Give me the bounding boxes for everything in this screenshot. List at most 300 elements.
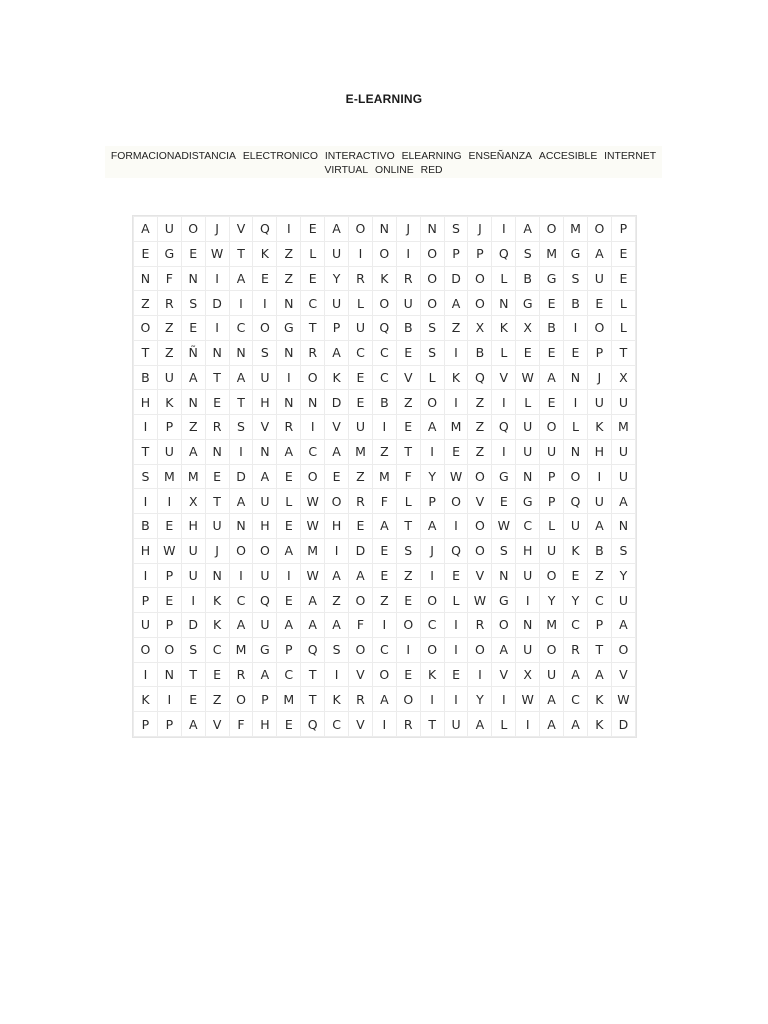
grid-cell: L (301, 241, 325, 266)
grid-cell: O (325, 489, 349, 514)
grid-cell: I (372, 415, 396, 440)
grid-cell: U (516, 563, 540, 588)
grid-cell: Y (468, 687, 492, 712)
grid-cell: O (420, 291, 444, 316)
grid-cell: C (325, 712, 349, 737)
grid-cell: X (516, 316, 540, 341)
grid-cell: K (325, 687, 349, 712)
grid-cell: N (277, 291, 301, 316)
grid-cell: E (277, 588, 301, 613)
grid-cell: I (229, 291, 253, 316)
grid-cell: I (444, 390, 468, 415)
grid-cell: M (157, 464, 181, 489)
grid-cell: E (611, 266, 635, 291)
grid-row (134, 390, 636, 415)
grid-cell: G (492, 588, 516, 613)
grid-cell: Z (396, 390, 420, 415)
grid-cell: I (492, 687, 516, 712)
grid-cell: O (611, 637, 635, 662)
grid-cell: O (564, 464, 588, 489)
grid-cell: Z (372, 439, 396, 464)
grid-cell: C (516, 514, 540, 539)
grid-cell: S (253, 340, 277, 365)
grid-cell: A (229, 266, 253, 291)
grid-cell: L (277, 489, 301, 514)
grid-cell: H (134, 390, 158, 415)
grid-cell: O (349, 588, 373, 613)
grid-cell: B (372, 390, 396, 415)
grid-cell: H (587, 439, 611, 464)
grid-cell: C (420, 613, 444, 638)
grid-cell: A (325, 563, 349, 588)
grid-cell: P (587, 613, 611, 638)
grid-cell: I (205, 316, 229, 341)
grid-cell: C (205, 637, 229, 662)
grid-cell: C (372, 637, 396, 662)
grid-cell: R (157, 291, 181, 316)
grid-cell: E (540, 291, 564, 316)
grid-cell: T (396, 439, 420, 464)
grid-cell: K (134, 687, 158, 712)
grid-cell: U (253, 365, 277, 390)
grid-cell: D (181, 613, 205, 638)
grid-cell: K (205, 613, 229, 638)
grid-cell: M (611, 415, 635, 440)
grid-cell: I (134, 662, 158, 687)
grid-cell: A (372, 687, 396, 712)
word-bank-item: RED (420, 165, 443, 176)
grid-cell: E (181, 316, 205, 341)
grid-cell: M (540, 241, 564, 266)
grid-cell: Z (277, 241, 301, 266)
grid-cell: U (516, 439, 540, 464)
grid-cell: I (157, 489, 181, 514)
grid-cell: E (396, 662, 420, 687)
grid-cell: L (611, 291, 635, 316)
grid-cell: T (134, 439, 158, 464)
grid-cell: T (396, 514, 420, 539)
grid-cell: U (564, 514, 588, 539)
grid-cell: P (540, 489, 564, 514)
grid-cell: N (253, 439, 277, 464)
grid-cell: R (396, 712, 420, 737)
grid-cell: E (349, 390, 373, 415)
grid-cell: A (253, 464, 277, 489)
grid-cell: I (564, 316, 588, 341)
grid-cell: Z (372, 588, 396, 613)
grid-cell: N (277, 390, 301, 415)
grid-cell: M (301, 538, 325, 563)
word-search-grid (133, 216, 636, 737)
grid-row (134, 588, 636, 613)
grid-cell: A (134, 217, 158, 242)
grid-cell: E (587, 291, 611, 316)
grid-cell: M (372, 464, 396, 489)
grid-cell: P (277, 637, 301, 662)
grid-cell: O (420, 637, 444, 662)
grid-cell: E (253, 266, 277, 291)
grid-cell: A (492, 637, 516, 662)
grid-cell: N (516, 613, 540, 638)
grid-cell: Z (444, 316, 468, 341)
grid-cell: E (277, 514, 301, 539)
grid-cell: J (468, 217, 492, 242)
grid-cell: L (492, 340, 516, 365)
grid-cell: A (564, 662, 588, 687)
grid-cell: K (420, 662, 444, 687)
grid-cell: P (253, 687, 277, 712)
grid-cell: S (564, 266, 588, 291)
grid-cell: C (301, 291, 325, 316)
grid-cell: O (587, 316, 611, 341)
grid-cell: N (301, 390, 325, 415)
grid-cell: I (444, 514, 468, 539)
grid-cell: X (181, 489, 205, 514)
grid-cell: P (468, 241, 492, 266)
grid-cell: Q (564, 489, 588, 514)
grid-cell: A (325, 217, 349, 242)
grid-cell: X (516, 662, 540, 687)
grid-cell: G (253, 637, 277, 662)
grid-cell: U (181, 538, 205, 563)
grid-cell: A (444, 291, 468, 316)
grid-cell: O (420, 241, 444, 266)
grid-cell: O (372, 241, 396, 266)
grid-cell: G (277, 316, 301, 341)
grid-cell: E (181, 241, 205, 266)
grid-cell: U (205, 514, 229, 539)
grid-cell: A (540, 712, 564, 737)
grid-cell: I (229, 439, 253, 464)
grid-cell: O (372, 291, 396, 316)
grid-cell: S (325, 637, 349, 662)
grid-cell: N (372, 217, 396, 242)
grid-row (134, 662, 636, 687)
grid-cell: I (444, 340, 468, 365)
grid-cell: X (468, 316, 492, 341)
grid-cell: D (444, 266, 468, 291)
grid-cell: N (229, 514, 253, 539)
grid-row (134, 613, 636, 638)
grid-cell: C (349, 340, 373, 365)
grid-cell: G (157, 241, 181, 266)
grid-cell: E (349, 365, 373, 390)
grid-cell: R (396, 266, 420, 291)
grid-cell: N (564, 439, 588, 464)
grid-cell: V (611, 662, 635, 687)
grid-cell: O (396, 613, 420, 638)
word-bank-item: INTERNET (604, 151, 657, 162)
grid-cell: M (277, 687, 301, 712)
grid-cell: I (516, 588, 540, 613)
grid-cell: U (253, 613, 277, 638)
grid-cell: A (229, 613, 253, 638)
grid-cell: O (229, 687, 253, 712)
grid-cell: F (229, 712, 253, 737)
grid-cell: T (611, 340, 635, 365)
grid-row (134, 241, 636, 266)
grid-cell: M (349, 439, 373, 464)
grid-cell: E (349, 514, 373, 539)
grid-cell: D (325, 390, 349, 415)
grid-cell: C (372, 340, 396, 365)
grid-cell: I (564, 390, 588, 415)
grid-cell: C (229, 316, 253, 341)
grid-cell: U (157, 365, 181, 390)
grid-cell: U (444, 712, 468, 737)
grid-cell: K (372, 266, 396, 291)
grid-cell: V (468, 489, 492, 514)
grid-cell: H (253, 390, 277, 415)
grid-cell: A (540, 365, 564, 390)
grid-cell: D (229, 464, 253, 489)
grid-row (134, 217, 636, 242)
grid-cell: U (611, 390, 635, 415)
grid-cell: R (277, 415, 301, 440)
grid-cell: E (540, 390, 564, 415)
grid-cell: O (420, 588, 444, 613)
grid-cell: U (396, 291, 420, 316)
grid-cell: G (492, 464, 516, 489)
grid-cell: P (157, 613, 181, 638)
grid-cell: H (253, 514, 277, 539)
grid-cell: V (349, 712, 373, 737)
grid-cell: A (277, 439, 301, 464)
grid-cell: N (420, 217, 444, 242)
grid-cell: U (325, 291, 349, 316)
grid-cell: V (205, 712, 229, 737)
grid-cell: A (181, 712, 205, 737)
grid-cell: I (277, 563, 301, 588)
grid-cell: F (349, 613, 373, 638)
grid-cell: R (229, 662, 253, 687)
grid-cell: V (396, 365, 420, 390)
grid-cell: K (253, 241, 277, 266)
grid-cell: Z (396, 563, 420, 588)
grid-cell: P (587, 340, 611, 365)
grid-cell: H (134, 538, 158, 563)
grid-cell: O (372, 662, 396, 687)
grid-cell: U (611, 588, 635, 613)
grid-cell: I (444, 637, 468, 662)
grid-cell: R (349, 489, 373, 514)
grid-cell: O (468, 464, 492, 489)
grid-cell: N (611, 514, 635, 539)
grid-cell: Z (587, 563, 611, 588)
grid-cell: A (277, 613, 301, 638)
grid-cell: I (444, 613, 468, 638)
grid-cell: A (516, 217, 540, 242)
grid-cell: O (540, 217, 564, 242)
grid-cell: U (587, 390, 611, 415)
grid-cell: E (205, 464, 229, 489)
grid-cell: I (468, 662, 492, 687)
grid-cell: Y (564, 588, 588, 613)
grid-cell: P (420, 489, 444, 514)
grid-cell: N (181, 266, 205, 291)
grid-cell: P (325, 316, 349, 341)
grid-cell: S (134, 464, 158, 489)
grid-cell: I (134, 563, 158, 588)
grid-cell: L (492, 266, 516, 291)
grid-cell: I (325, 662, 349, 687)
grid-cell: U (516, 637, 540, 662)
grid-cell: C (564, 687, 588, 712)
grid-cell: S (181, 637, 205, 662)
grid-cell: B (396, 316, 420, 341)
grid-cell: R (349, 266, 373, 291)
grid-cell: B (587, 538, 611, 563)
grid-cell: H (181, 514, 205, 539)
grid-cell: A (325, 613, 349, 638)
grid-cell: N (157, 662, 181, 687)
grid-cell: E (157, 588, 181, 613)
word-bank-item: FORMACIONADISTANCIA (110, 151, 236, 162)
grid-cell: A (611, 489, 635, 514)
grid-cell: O (540, 637, 564, 662)
grid-cell: L (540, 514, 564, 539)
grid-row (134, 365, 636, 390)
grid-cell: C (564, 613, 588, 638)
grid-cell: O (396, 687, 420, 712)
grid-cell: I (372, 712, 396, 737)
grid-cell: T (205, 365, 229, 390)
grid-cell: V (492, 662, 516, 687)
grid-cell: T (301, 687, 325, 712)
grid-row (134, 538, 636, 563)
grid-cell: S (420, 340, 444, 365)
grid-cell: G (540, 266, 564, 291)
grid-cell: I (420, 439, 444, 464)
grid-cell: O (540, 415, 564, 440)
grid-cell: I (420, 563, 444, 588)
grid-cell: Ñ (181, 340, 205, 365)
grid-cell: C (301, 439, 325, 464)
grid-cell: E (444, 439, 468, 464)
grid-cell: U (587, 489, 611, 514)
grid-cell: I (157, 687, 181, 712)
grid-cell: K (325, 365, 349, 390)
grid-cell: B (134, 365, 158, 390)
grid-cell: S (420, 316, 444, 341)
grid-cell: S (492, 538, 516, 563)
grid-cell: Z (468, 439, 492, 464)
grid-cell: Z (205, 687, 229, 712)
grid-cell: E (564, 340, 588, 365)
grid-cell: C (587, 588, 611, 613)
grid-cell: A (564, 712, 588, 737)
grid-cell: Z (157, 316, 181, 341)
grid-cell: Z (134, 291, 158, 316)
grid-cell: J (205, 217, 229, 242)
grid-cell: A (229, 365, 253, 390)
grid-cell: Z (157, 340, 181, 365)
grid-cell: Y (611, 563, 635, 588)
grid-cell: E (205, 662, 229, 687)
grid-cell: N (277, 340, 301, 365)
grid-cell: S (444, 217, 468, 242)
grid-cell: I (349, 241, 373, 266)
grid-row (134, 687, 636, 712)
grid-cell: T (301, 316, 325, 341)
grid-cell: K (587, 712, 611, 737)
grid-cell: E (611, 241, 635, 266)
grid-cell: T (205, 489, 229, 514)
grid-cell: E (301, 217, 325, 242)
grid-cell: M (540, 613, 564, 638)
grid-cell: Z (468, 390, 492, 415)
grid-cell: U (325, 241, 349, 266)
grid-cell: B (468, 340, 492, 365)
grid-cell: N (134, 266, 158, 291)
grid-cell: T (229, 390, 253, 415)
grid-cell: O (444, 489, 468, 514)
grid-cell: E (372, 563, 396, 588)
grid-cell: O (134, 316, 158, 341)
grid-cell: P (157, 415, 181, 440)
grid-cell: O (492, 613, 516, 638)
grid-cell: I (396, 241, 420, 266)
grid-cell: N (205, 563, 229, 588)
grid-cell: N (229, 340, 253, 365)
grid-cell: E (301, 266, 325, 291)
grid-cell: Q (492, 415, 516, 440)
grid-cell: O (253, 316, 277, 341)
grid-cell: T (181, 662, 205, 687)
grid-cell: A (468, 712, 492, 737)
grid-cell: U (157, 439, 181, 464)
grid-cell: A (587, 514, 611, 539)
word-bank-item: ACCESIBLE (538, 151, 598, 162)
word-bank-item: ONLINE (375, 165, 414, 176)
grid-cell: K (564, 538, 588, 563)
grid-cell: A (229, 489, 253, 514)
grid-cell: Q (301, 637, 325, 662)
grid-cell: K (492, 316, 516, 341)
grid-cell: U (253, 489, 277, 514)
grid-cell: A (540, 687, 564, 712)
grid-cell: Z (349, 464, 373, 489)
grid-row (134, 563, 636, 588)
grid-cell: A (611, 613, 635, 638)
grid-cell: W (516, 365, 540, 390)
grid-cell: K (587, 415, 611, 440)
grid-cell: W (611, 687, 635, 712)
grid-cell: O (540, 563, 564, 588)
grid-cell: Q (253, 217, 277, 242)
grid-cell: U (157, 217, 181, 242)
page-title: E-LEARNING (345, 92, 423, 106)
grid-cell: K (157, 390, 181, 415)
grid-cell: Z (468, 415, 492, 440)
grid-cell: F (157, 266, 181, 291)
grid-cell: L (420, 365, 444, 390)
grid-cell: W (516, 687, 540, 712)
grid-cell: O (468, 538, 492, 563)
word-bank-item: ELECTRONICO (242, 151, 318, 162)
grid-cell: L (396, 489, 420, 514)
grid-cell: M (564, 217, 588, 242)
grid-cell: I (587, 464, 611, 489)
grid-row (134, 464, 636, 489)
grid-row (134, 637, 636, 662)
grid-cell: E (277, 464, 301, 489)
word-bank-item: ENSEÑANZA (468, 151, 533, 162)
grid-cell: N (181, 390, 205, 415)
grid-cell: L (516, 390, 540, 415)
word-bank-item: VIRTUAL (324, 165, 369, 176)
grid-cell: P (611, 217, 635, 242)
